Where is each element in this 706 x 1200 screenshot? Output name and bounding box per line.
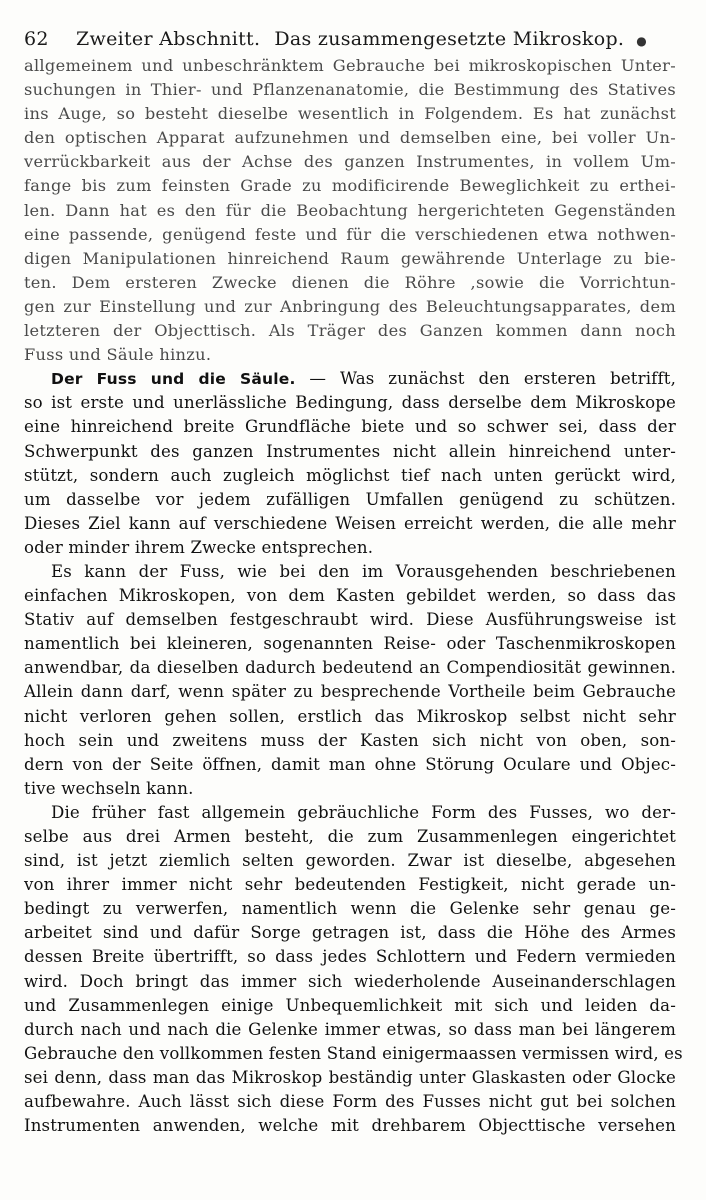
text-line: Es kann der Fuss, wie bei den im Vorausgehenden beschriebenen	[51, 561, 676, 581]
text-line: nicht verloren gehen sollen, erstlich das Mikroskop selbst nicht sehr	[24, 706, 676, 726]
text-line: digen Manipulationen hinreichend Raum gewährende Unterlage zu bie-	[24, 248, 676, 268]
text-line: um dasselbe vor jedem zufälligen Umfallen genügend zu schützen.	[24, 489, 676, 509]
section-label: Zweiter Abschnitt.	[76, 28, 261, 50]
text-line: sei denn, dass man das Mikroskop beständig unter Glaskasten oder Glocke	[24, 1067, 676, 1087]
page-number: 62	[24, 28, 49, 50]
text-line: dern von der Seite öffnen, damit man ohne Störung Oculare und Objec-	[24, 754, 676, 774]
text-line: den optischen Apparat aufzunehmen und demselben eine, bei voller Un-	[24, 128, 676, 148]
paragraph-2	[24, 367, 676, 560]
paragraph-1	[24, 54, 676, 367]
text-line: fange bis zum feinsten Grade zu modificirende Beweglichkeit zu erthei-	[24, 176, 676, 196]
text-line: stützt, sondern auch zugleich möglichst tief nach unten gerückt wird,	[24, 465, 676, 485]
text-line: anwendbar, da dieselben dadurch bedeutend an Compendiosität gewinnen.	[24, 658, 676, 678]
text-line: aufbewahre. Auch lässt sich diese Form des Fusses nicht gut bei solchen	[24, 1092, 676, 1112]
running-head	[24, 28, 676, 50]
text-line: einfachen Mikroskopen, von dem Kasten gebildet werden, so dass das	[24, 586, 676, 606]
text-line: Instrumenten anwenden, welche mit drehbarem Objecttische versehen	[24, 1116, 676, 1136]
text-line: arbeitet sind und dafür Sorge getragen ist, dass die Höhe des Armes	[24, 923, 676, 943]
text-line: suchungen in Thier- und Pflanzenanatomie, die Bestimmung des Statives	[24, 80, 676, 100]
text-line: len. Dann hat es den für die Beobachtung hergerichteten Gegenständen	[24, 200, 676, 220]
text-line: durch nach und nach die Gelenke immer etwas, so dass man bei längerem	[24, 1019, 676, 1039]
section-heading: Der Fuss und die Säule.	[51, 370, 296, 389]
ink-dot-icon: ●	[636, 34, 648, 48]
text-line: ins Auge, so besteht dieselbe wesentlich in Folgendem. Es hat zunächst	[24, 104, 676, 124]
paragraph-4	[24, 801, 683, 1138]
running-title: Das zusammengesetzte Mikroskop.	[274, 28, 625, 50]
text-line: Schwerpunkt des ganzen Instrumentes nicht allein hinreichend unter-	[24, 441, 676, 461]
text-line: oder minder ihrem Zwecke entsprechen.	[24, 537, 374, 557]
text-line: Stativ auf demselben festgeschraubt wird. Diese Ausführungsweise ist	[24, 610, 676, 630]
text-line: gen zur Einstellung und zur Anbringung des Beleuchtungsapparates, dem	[24, 296, 676, 316]
text-line: sind, ist jetzt ziemlich selten geworden. Zwar ist dieselbe, abgesehen	[24, 851, 676, 871]
text-line: Gebrauche den vollkommen festen Stand einigermaassen vermissen wird, es	[24, 1043, 683, 1063]
text-line: und Zusammenlegen einige Unbequemlichkeit mit sich und leiden da-	[24, 995, 676, 1015]
text-line: wird. Doch bringt das immer sich wiederholende Auseinanderschlagen	[24, 971, 676, 991]
text-line: verrückbarkeit aus der Achse des ganzen Instrumentes, in vollem Um-	[24, 152, 676, 172]
text-line: eine passende, genügend feste und für die verschiedenen etwa nothwen-	[24, 224, 676, 244]
text-line: so ist erste und unerlässliche Bedingung, dass derselbe dem Mikroskope	[24, 393, 676, 413]
text-line: Dieses Ziel kann auf verschiedene Weisen erreicht werden, die alle mehr	[24, 513, 676, 533]
text-line: letzteren der Objecttisch. Als Träger des Ganzen kommen dann noch	[24, 321, 676, 341]
text-line: selbe aus drei Armen besteht, die zum Zusammenlegen eingerichtet	[24, 827, 676, 846]
text-line: dessen Breite übertrifft, so dass jedes Schlottern und Federn vermieden	[24, 947, 676, 967]
text-line: eine hinreichend breite Grundfläche biete und so schwer sei, dass der	[24, 417, 676, 437]
heading-continuation: — Was zunächst den ersteren betrifft,	[295, 369, 676, 389]
text-line: Fuss und Säule hinzu.	[24, 345, 212, 365]
text-line: tive wechseln kann.	[24, 778, 194, 798]
text-line: Die früher fast allgemein gebräuchliche Form des Fusses, wo der-	[51, 802, 676, 822]
text-line	[24, 367, 676, 391]
text-line: bedingt zu verwerfen, namentlich wenn die Gelenke sehr genau ge-	[24, 899, 676, 919]
paragraph-3	[24, 560, 676, 801]
text-line: von ihrer immer nicht sehr bedeutenden Festigkeit, nicht gerade un-	[24, 875, 676, 895]
text-line: hoch sein und zweitens muss der Kasten sich nicht von oben, son-	[24, 730, 676, 750]
text-line: ten. Dem ersteren Zwecke dienen die Röhre ,sowie die Vorrichtun-	[24, 272, 676, 292]
text-line: namentlich bei kleineren, sogenannten Reise- oder Taschenmikroskopen	[24, 634, 676, 654]
text-line: allgemeinem und unbeschränktem Gebrauche bei mikroskopischen Unter-	[24, 56, 676, 75]
text-line: Allein dann darf, wenn später zu besprechende Vortheile beim Gebrauche	[24, 682, 676, 702]
